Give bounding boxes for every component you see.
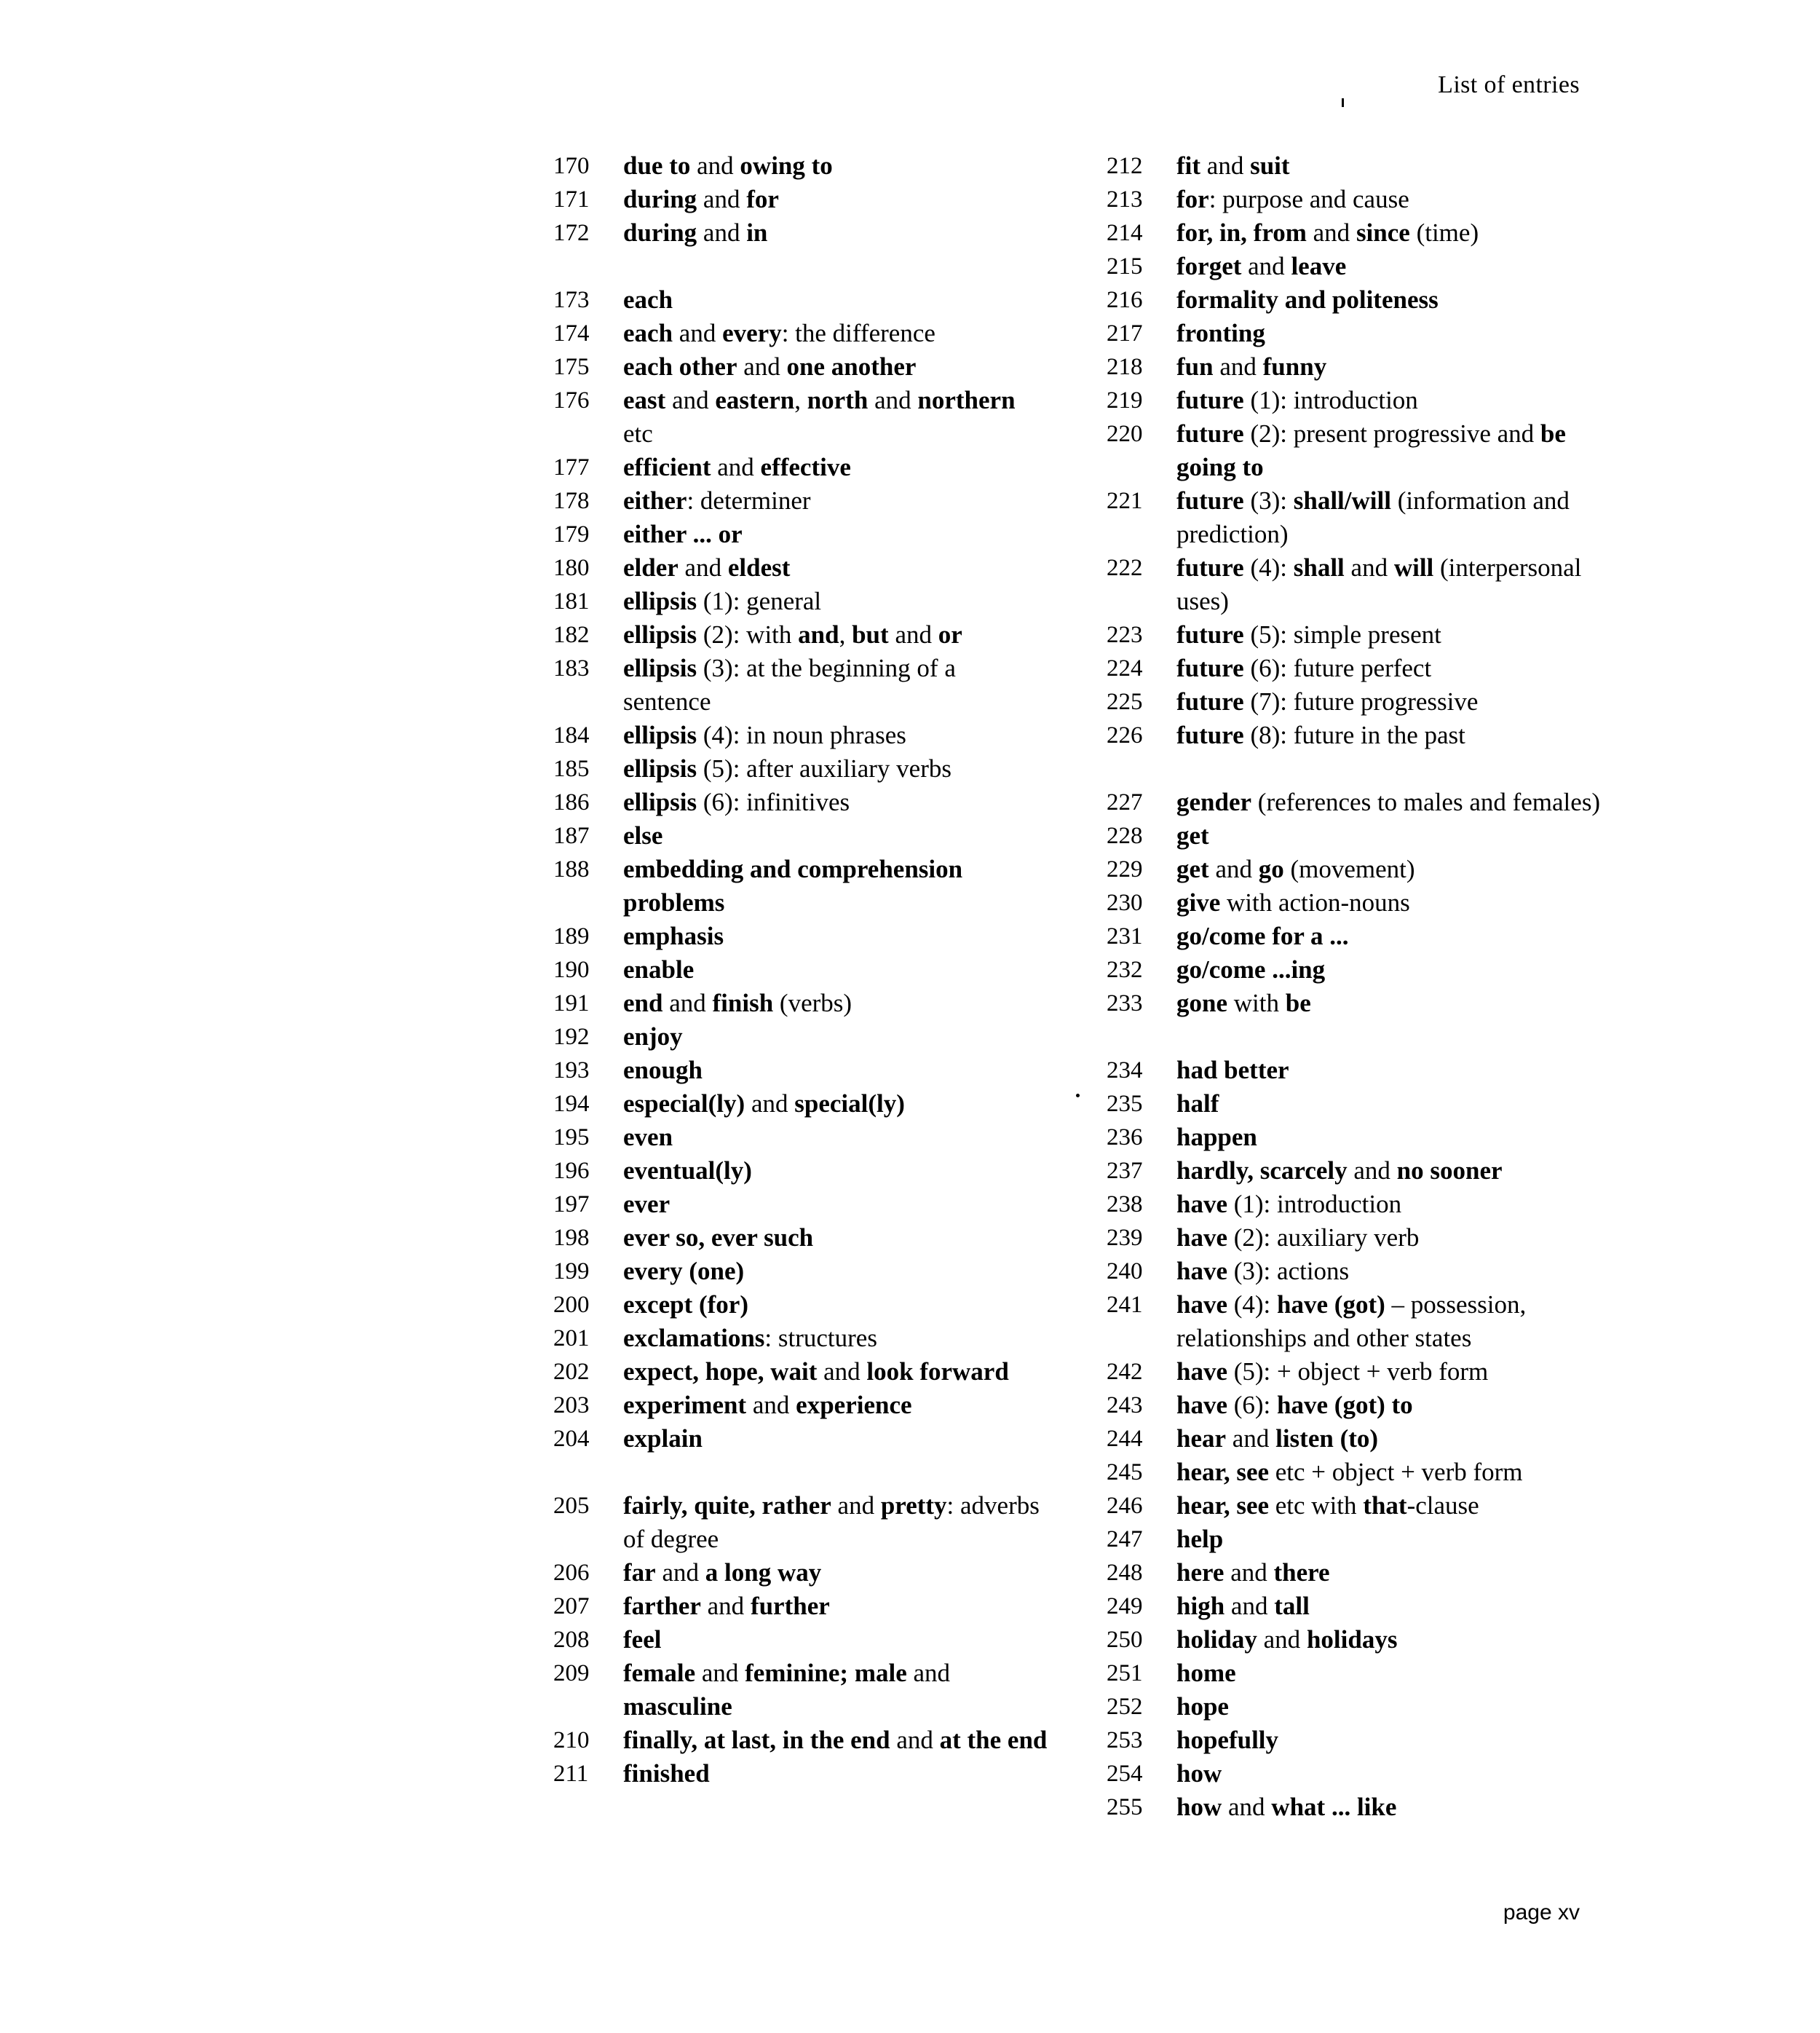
entry-title: expect, hope, wait and look forward <box>623 1357 1009 1386</box>
entry-row[interactable] <box>1107 1556 1602 1590</box>
entry-number: 223 <box>1107 622 1143 648</box>
entry-row[interactable] <box>553 1657 1048 1724</box>
entry-title: help <box>1176 1525 1224 1553</box>
entry-row[interactable] <box>553 1757 1048 1791</box>
entry-number: 170 <box>553 153 590 179</box>
entry-number: 235 <box>1107 1091 1143 1117</box>
entry-title: happen <box>1176 1123 1257 1151</box>
entry-row[interactable] <box>553 1188 1048 1221</box>
entry-title: hopefully <box>1176 1726 1279 1754</box>
entry-number: 197 <box>553 1191 590 1217</box>
entry-row[interactable] <box>553 819 1048 853</box>
entry-title: during and for <box>623 185 779 213</box>
entry-number: 240 <box>1107 1258 1143 1284</box>
entry-title: ellipsis (6): infinitives <box>623 788 850 816</box>
entry-title: ellipsis (3): at the beginning of a sentence <box>623 654 956 716</box>
entry-number: 237 <box>1107 1158 1143 1184</box>
entry-row[interactable] <box>1107 1523 1602 1556</box>
entry-row[interactable] <box>1107 384 1602 417</box>
entry-row[interactable] <box>553 1590 1048 1623</box>
entry-number: 231 <box>1107 923 1143 950</box>
entry-row[interactable] <box>1107 1690 1602 1724</box>
entry-row[interactable] <box>553 384 1048 451</box>
entry-row[interactable] <box>553 1556 1048 1590</box>
entry-group-gap <box>1107 1020 1602 1054</box>
entry-row[interactable] <box>1107 1590 1602 1623</box>
entry-row[interactable] <box>553 1322 1048 1355</box>
entry-number: 185 <box>553 756 590 782</box>
entry-row[interactable] <box>1107 1154 1602 1188</box>
entry-number: 216 <box>1107 287 1143 313</box>
entry-title: fronting <box>1176 319 1265 347</box>
entry-row[interactable] <box>1107 987 1602 1020</box>
entry-title: half <box>1176 1089 1219 1118</box>
entry-row[interactable] <box>553 1255 1048 1288</box>
entry-number: 249 <box>1107 1593 1143 1619</box>
right-entry-column <box>1107 149 1602 1824</box>
entry-title: how <box>1176 1759 1222 1788</box>
entry-row[interactable] <box>1107 551 1602 618</box>
entry-title: future (1): introduction <box>1176 386 1418 414</box>
entry-title: end and finish (verbs) <box>623 989 852 1017</box>
entry-title: elder and eldest <box>623 553 791 582</box>
entry-number: 211 <box>553 1761 589 1787</box>
entry-title: gender (references to males and females) <box>1176 788 1601 816</box>
entry-title: either ... or <box>623 520 743 548</box>
entry-number: 205 <box>553 1493 590 1519</box>
entry-title: ellipsis (1): general <box>623 587 822 615</box>
entry-title: for, in, from and since (time) <box>1176 218 1479 247</box>
entry-title: future (4): shall and will (interpersonal uses) <box>1176 553 1582 615</box>
entry-number: 171 <box>553 186 590 213</box>
entry-row[interactable] <box>553 1422 1048 1456</box>
entry-row[interactable] <box>1107 953 1602 987</box>
entry-title: far and a long way <box>623 1558 822 1587</box>
entry-row[interactable] <box>1107 417 1602 484</box>
entry-row[interactable] <box>553 283 1048 317</box>
entry-title: have (5): + object + verb form <box>1176 1357 1489 1386</box>
entry-number: 189 <box>553 923 590 950</box>
entry-row[interactable] <box>1107 1221 1602 1255</box>
entry-title: formality and politeness <box>1176 285 1439 314</box>
entry-number: 221 <box>1107 488 1143 514</box>
entry-row[interactable] <box>553 1154 1048 1188</box>
entry-row[interactable] <box>1107 886 1602 920</box>
entry-title: future (3): shall/will (information and prediction) <box>1176 486 1570 548</box>
stray-ink-mark <box>1076 1094 1080 1097</box>
entry-row[interactable] <box>553 484 1048 518</box>
entry-title: forget and leave <box>1176 252 1347 280</box>
entry-number: 236 <box>1107 1124 1143 1150</box>
entry-title: eventual(ly) <box>623 1156 752 1185</box>
entry-row[interactable] <box>1107 920 1602 953</box>
entry-number: 224 <box>1107 655 1143 682</box>
entry-row[interactable] <box>1107 1724 1602 1757</box>
entry-row[interactable] <box>553 1288 1048 1322</box>
entry-number: 253 <box>1107 1727 1143 1753</box>
entry-row[interactable] <box>553 585 1048 618</box>
entry-row[interactable] <box>1107 1422 1602 1456</box>
entry-number: 247 <box>1107 1526 1143 1552</box>
entry-number: 215 <box>1107 253 1143 280</box>
entry-number: 228 <box>1107 823 1143 849</box>
entry-number: 177 <box>553 454 590 481</box>
running-head: List of entries <box>1438 71 1580 98</box>
entry-title: had better <box>1176 1056 1289 1084</box>
entry-row[interactable] <box>1107 1757 1602 1791</box>
entry-row[interactable] <box>553 920 1048 953</box>
entry-row[interactable] <box>553 149 1048 183</box>
entry-row[interactable] <box>553 987 1048 1020</box>
entry-title: enable <box>623 955 695 984</box>
entry-number: 218 <box>1107 354 1143 380</box>
entry-number: 181 <box>553 588 590 615</box>
entry-row[interactable] <box>1107 1623 1602 1657</box>
entry-row[interactable] <box>1107 618 1602 652</box>
entry-title: else <box>623 821 663 850</box>
entry-title: for: purpose and cause <box>1176 185 1409 213</box>
entry-group-gap <box>1107 752 1602 786</box>
entry-number: 226 <box>1107 722 1143 749</box>
entry-row[interactable] <box>1107 1791 1602 1824</box>
entry-number: 194 <box>553 1091 590 1117</box>
entry-title: emphasis <box>623 922 724 950</box>
entry-title: high and tall <box>1176 1592 1310 1620</box>
entry-number: 229 <box>1107 856 1143 883</box>
entry-title: ellipsis (5): after auxiliary verbs <box>623 754 951 783</box>
entry-number: 176 <box>553 387 590 414</box>
entry-row[interactable] <box>1107 250 1602 283</box>
entry-row[interactable] <box>553 183 1048 216</box>
entry-title: get and go (movement) <box>1176 855 1415 883</box>
entry-title: have (2): auxiliary verb <box>1176 1223 1420 1252</box>
entry-row[interactable] <box>553 1221 1048 1255</box>
entry-title: holiday and holidays <box>1176 1625 1398 1654</box>
entry-title: fit and suit <box>1176 151 1290 180</box>
entry-number: 227 <box>1107 789 1143 816</box>
entry-row[interactable] <box>1107 183 1602 216</box>
page-number: page xv <box>1503 1900 1580 1925</box>
entry-number: 217 <box>1107 320 1143 347</box>
entry-row[interactable] <box>1107 853 1602 886</box>
entry-row[interactable] <box>1107 1389 1602 1422</box>
entry-number: 198 <box>553 1225 590 1251</box>
entry-title: how and what ... like <box>1176 1793 1397 1821</box>
entry-title: have (3): actions <box>1176 1257 1350 1285</box>
entry-title: ellipsis (2): with and, but and or <box>623 620 962 649</box>
entry-number: 246 <box>1107 1493 1143 1519</box>
entry-number: 172 <box>553 220 590 246</box>
entry-number: 202 <box>553 1359 590 1385</box>
entry-row[interactable] <box>1107 149 1602 183</box>
entry-title: farther and further <box>623 1592 830 1620</box>
entry-title: except (for) <box>623 1290 748 1319</box>
entry-number: 210 <box>553 1727 590 1753</box>
entry-number: 179 <box>553 521 590 548</box>
entry-number: 251 <box>1107 1660 1143 1686</box>
entry-number: 207 <box>553 1593 590 1619</box>
entry-row[interactable] <box>1107 283 1602 317</box>
entry-number: 244 <box>1107 1426 1143 1452</box>
entry-row[interactable] <box>553 1054 1048 1087</box>
header-rule-mark <box>1342 98 1344 107</box>
entry-row[interactable] <box>1107 685 1602 719</box>
entry-title: finished <box>623 1759 710 1788</box>
entry-row[interactable] <box>1107 1054 1602 1087</box>
entry-number: 245 <box>1107 1459 1143 1485</box>
entry-title: hear, see etc with that-clause <box>1176 1491 1479 1520</box>
entry-title: have (6): have (got) to <box>1176 1391 1413 1419</box>
entry-row[interactable] <box>553 652 1048 719</box>
entry-title: have (1): introduction <box>1176 1190 1402 1218</box>
entry-number: 252 <box>1107 1694 1143 1720</box>
entry-row[interactable] <box>1107 484 1602 551</box>
entry-title: future (5): simple present <box>1176 620 1441 649</box>
entry-row[interactable] <box>553 1087 1048 1121</box>
entry-title: exclamations: structures <box>623 1324 877 1352</box>
entry-row[interactable] <box>1107 1355 1602 1389</box>
entry-number: 214 <box>1107 220 1143 246</box>
entry-title: fairly, quite, rather and pretty: adverbs of degree <box>623 1491 1040 1553</box>
entry-title: have (4): have (got) – possession, relationships and other states <box>1176 1290 1527 1352</box>
entry-title: ever so, ever such <box>623 1223 814 1252</box>
entry-number: 178 <box>553 488 590 514</box>
entry-number: 239 <box>1107 1225 1143 1251</box>
entry-number: 199 <box>553 1258 590 1284</box>
entry-title: gone with be <box>1176 989 1311 1017</box>
entry-title: even <box>623 1123 673 1151</box>
entry-title: finally, at last, in the end and at the end <box>623 1726 1048 1754</box>
entry-row[interactable] <box>1107 350 1602 384</box>
entry-row[interactable] <box>1107 1489 1602 1523</box>
entry-row[interactable] <box>553 1489 1048 1556</box>
entry-number: 208 <box>553 1627 590 1653</box>
entry-number: 243 <box>1107 1392 1143 1418</box>
entry-number: 187 <box>553 823 590 849</box>
left-entry-column <box>553 149 1048 1791</box>
entry-number: 241 <box>1107 1292 1143 1318</box>
entry-number: 182 <box>553 622 590 648</box>
entry-number: 255 <box>1107 1794 1143 1820</box>
entry-title: go/come for a ... <box>1176 922 1349 950</box>
entry-number: 183 <box>553 655 590 682</box>
entry-title: hope <box>1176 1692 1229 1721</box>
entry-group-gap <box>553 1456 1048 1489</box>
entry-title: either: determiner <box>623 486 811 515</box>
entry-row[interactable] <box>553 451 1048 484</box>
entry-title: future (7): future progressive <box>1176 687 1479 716</box>
entry-row[interactable] <box>1107 1288 1602 1355</box>
entry-number: 195 <box>553 1124 590 1150</box>
entry-number: 201 <box>553 1325 590 1351</box>
entry-title: here and there <box>1176 1558 1330 1587</box>
entry-title: east and eastern, north and northern etc <box>623 386 1016 448</box>
entry-number: 220 <box>1107 421 1143 447</box>
entry-number: 232 <box>1107 957 1143 983</box>
entry-title: ellipsis (4): in noun phrases <box>623 721 906 749</box>
entry-row[interactable] <box>1107 1456 1602 1489</box>
entry-number: 203 <box>553 1392 590 1418</box>
entry-row[interactable] <box>553 317 1048 350</box>
entry-row[interactable] <box>553 350 1048 384</box>
entry-row[interactable] <box>1107 1657 1602 1690</box>
entry-number: 173 <box>553 287 590 313</box>
entry-row[interactable] <box>553 1121 1048 1154</box>
entry-row[interactable] <box>1107 719 1602 752</box>
entry-row[interactable] <box>553 1724 1048 1757</box>
entry-row[interactable] <box>553 786 1048 819</box>
entry-title: explain <box>623 1424 703 1453</box>
entry-title: hear, see etc + object + verb form <box>1176 1458 1523 1486</box>
entry-title: future (8): future in the past <box>1176 721 1465 749</box>
entry-row[interactable] <box>553 953 1048 987</box>
entry-number: 230 <box>1107 890 1143 916</box>
entry-row[interactable] <box>553 719 1048 752</box>
entry-number: 233 <box>1107 990 1143 1016</box>
entry-number: 184 <box>553 722 590 749</box>
entry-row[interactable] <box>1107 317 1602 350</box>
entry-title: each <box>623 285 673 314</box>
entry-row[interactable] <box>553 752 1048 786</box>
entry-row[interactable] <box>1107 819 1602 853</box>
entry-row[interactable] <box>1107 216 1602 250</box>
entry-number: 250 <box>1107 1627 1143 1653</box>
entry-row[interactable] <box>553 1355 1048 1389</box>
entry-number: 222 <box>1107 555 1143 581</box>
entry-row[interactable] <box>553 618 1048 652</box>
entry-row[interactable] <box>1107 1255 1602 1288</box>
entry-title: enough <box>623 1056 703 1084</box>
entry-number: 204 <box>553 1426 590 1452</box>
entry-number: 234 <box>1107 1057 1143 1083</box>
entry-number: 242 <box>1107 1359 1143 1385</box>
entry-title: during and in <box>623 218 768 247</box>
entry-row[interactable] <box>553 853 1048 920</box>
entry-title: embedding and comprehension problems <box>623 855 963 917</box>
entry-title: future (6): future perfect <box>1176 654 1432 682</box>
entry-row[interactable] <box>553 551 1048 585</box>
entry-number: 200 <box>553 1292 590 1318</box>
entry-number: 196 <box>553 1158 590 1184</box>
entry-number: 254 <box>1107 1761 1143 1787</box>
entry-number: 225 <box>1107 689 1143 715</box>
entry-row[interactable] <box>553 1389 1048 1422</box>
entry-number: 212 <box>1107 153 1143 179</box>
entry-row[interactable] <box>1107 1188 1602 1221</box>
entry-number: 238 <box>1107 1191 1143 1217</box>
entry-row[interactable] <box>1107 1087 1602 1121</box>
entry-title: especial(ly) and special(ly) <box>623 1089 905 1118</box>
entry-title: due to and owing to <box>623 151 833 180</box>
entry-title: hardly, scarcely and no sooner <box>1176 1156 1503 1185</box>
entry-number: 248 <box>1107 1560 1143 1586</box>
entry-title: enjoy <box>623 1022 683 1051</box>
entry-group-gap <box>553 250 1048 283</box>
entry-number: 188 <box>553 856 590 883</box>
entry-number: 191 <box>553 990 590 1016</box>
entry-title: experiment and experience <box>623 1391 912 1419</box>
entry-title: feel <box>623 1625 662 1654</box>
entry-row[interactable] <box>553 216 1048 250</box>
entry-number: 219 <box>1107 387 1143 414</box>
entry-title: each and every: the difference <box>623 319 935 347</box>
entry-number: 193 <box>553 1057 590 1083</box>
entry-title: female and feminine; male and masculine <box>623 1659 951 1721</box>
entry-title: home <box>1176 1659 1236 1687</box>
entry-title: each other and one another <box>623 352 917 381</box>
entry-number: 174 <box>553 320 590 347</box>
entry-number: 186 <box>553 789 590 816</box>
entry-title: fun and funny <box>1176 352 1327 381</box>
entry-number: 213 <box>1107 186 1143 213</box>
entry-title: ever <box>623 1190 670 1218</box>
entry-number: 190 <box>553 957 590 983</box>
entry-row[interactable] <box>1107 1121 1602 1154</box>
entry-title: go/come ...ing <box>1176 955 1326 984</box>
entry-row[interactable] <box>553 1020 1048 1054</box>
entry-row[interactable] <box>553 518 1048 551</box>
entry-row[interactable] <box>553 1623 1048 1657</box>
entry-title: efficient and effective <box>623 453 851 481</box>
entry-title: give with action-nouns <box>1176 888 1410 917</box>
entry-number: 206 <box>553 1560 590 1586</box>
entry-row[interactable] <box>1107 786 1602 819</box>
entry-number: 180 <box>553 555 590 581</box>
entry-number: 209 <box>553 1660 590 1686</box>
entry-row[interactable] <box>1107 652 1602 685</box>
entry-number: 192 <box>553 1024 590 1050</box>
entry-number: 175 <box>553 354 590 380</box>
entry-title: every (one) <box>623 1257 745 1285</box>
entry-title: get <box>1176 821 1209 850</box>
entry-title: hear and listen (to) <box>1176 1424 1379 1453</box>
entry-title: future (2): present progressive and be going to <box>1176 419 1566 481</box>
